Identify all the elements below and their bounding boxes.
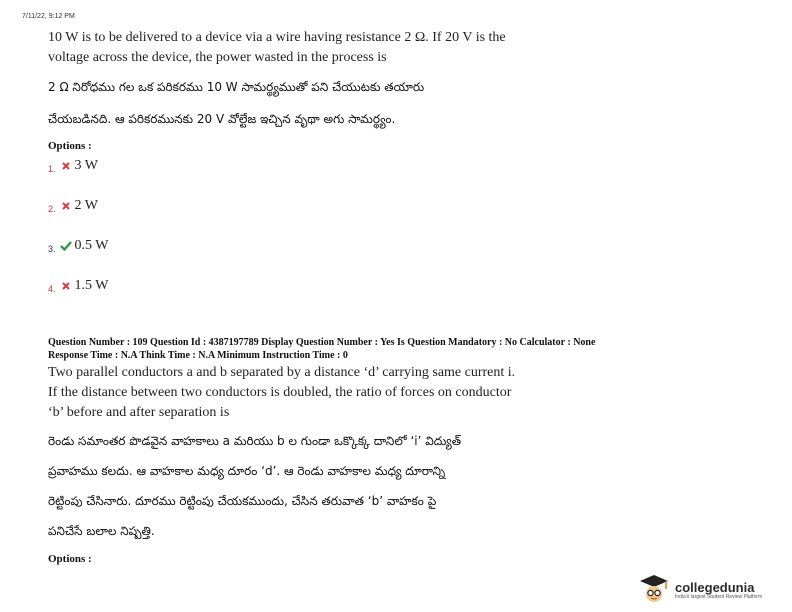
collegedunia-logo [636, 573, 762, 608]
correct-check-icon [60, 241, 72, 251]
question-2-english [48, 363, 515, 423]
option-value: 0.5 W [74, 238, 109, 253]
question-1-telugu-line-1: 2 Ω నిరోధము గల ఒక పరికరము 10 W సామర్థ్యముతో పని చేయుటకు తయారు [48, 80, 425, 94]
meta-line: Question Number : 109 Question Id : 4387197789 Display Question Number : Yes Is Question Mandatory : No Calculator : None [48, 337, 596, 348]
options-label: Options : [48, 553, 92, 565]
option-number: 2. [48, 204, 56, 214]
option-4 [48, 278, 108, 294]
text-line: ‘b’ before and after separation is [48, 405, 230, 420]
meta-line: Response Time : N.A Think Time : N.A Minimum Instruction Time : 0 [48, 350, 348, 361]
question-2-telugu-line-1: రెండు సమాంతర పొడవైన వాహకాలు a మరియు b ల గుండా ఒక్కొక్క దానిలో ‘i’ విద్యుత్ [48, 434, 462, 448]
text-line: voltage across the device, the power wasted in the process is [48, 50, 387, 65]
brand-tagline: India's largest Student Review Platform [675, 593, 763, 600]
wrong-cross-icon [60, 202, 72, 210]
option-number: 1. [48, 164, 56, 174]
option-number: 4. [48, 284, 56, 294]
option-value: 2 W [74, 198, 98, 213]
option-2 [48, 198, 98, 214]
option-value: 1.5 W [74, 278, 109, 293]
question-2-telugu-line-2: ప్రవాహము కలదు. ఆ వాహకాల మధ్య దూరం ‘d’. ఆ రెండు వాహకాల మధ్య దూరాన్ని [48, 464, 446, 478]
text-line: Two parallel conductors a and b separated by a distance ‘d’ carrying same current i. [48, 365, 516, 380]
option-value: 3 W [74, 158, 98, 173]
wrong-cross-icon [60, 162, 72, 170]
brand-name: collegedunia [675, 579, 755, 595]
question-2-meta [48, 336, 595, 362]
option-3 [48, 238, 108, 254]
timestamp: 7/11/22, 9:12 PM [22, 13, 75, 20]
options-label: Options : [48, 140, 92, 152]
question-1-telugu-line-2: చేయబడినది. ఆ పరికరమునకు 20 V వోల్టేజ ఇచ్చిన వృథా అగు సామర్థ్యం. [48, 112, 396, 126]
option-number: 3. [48, 244, 56, 254]
option-1 [48, 158, 98, 174]
question-2-telugu-line-4: పనిచేసే బలాల నిష్పత్తి. [48, 524, 155, 538]
text-line: If the distance between two conductors is doubled, the ratio of forces on conductor [48, 385, 512, 400]
wrong-cross-icon [60, 282, 72, 290]
graduate-mascot-icon [636, 573, 672, 608]
text-line: 10 W is to be delivered to a device via a wire having resistance 2 Ω. If 20 V is the [48, 30, 506, 45]
question-2-telugu-line-3: రెట్టింపు చేసినారు. దూరము రెట్టింపు చేయకముందు, చేసిన తరువాత ‘b’ వాహకం పై [48, 494, 437, 508]
question-1-english [48, 28, 506, 68]
